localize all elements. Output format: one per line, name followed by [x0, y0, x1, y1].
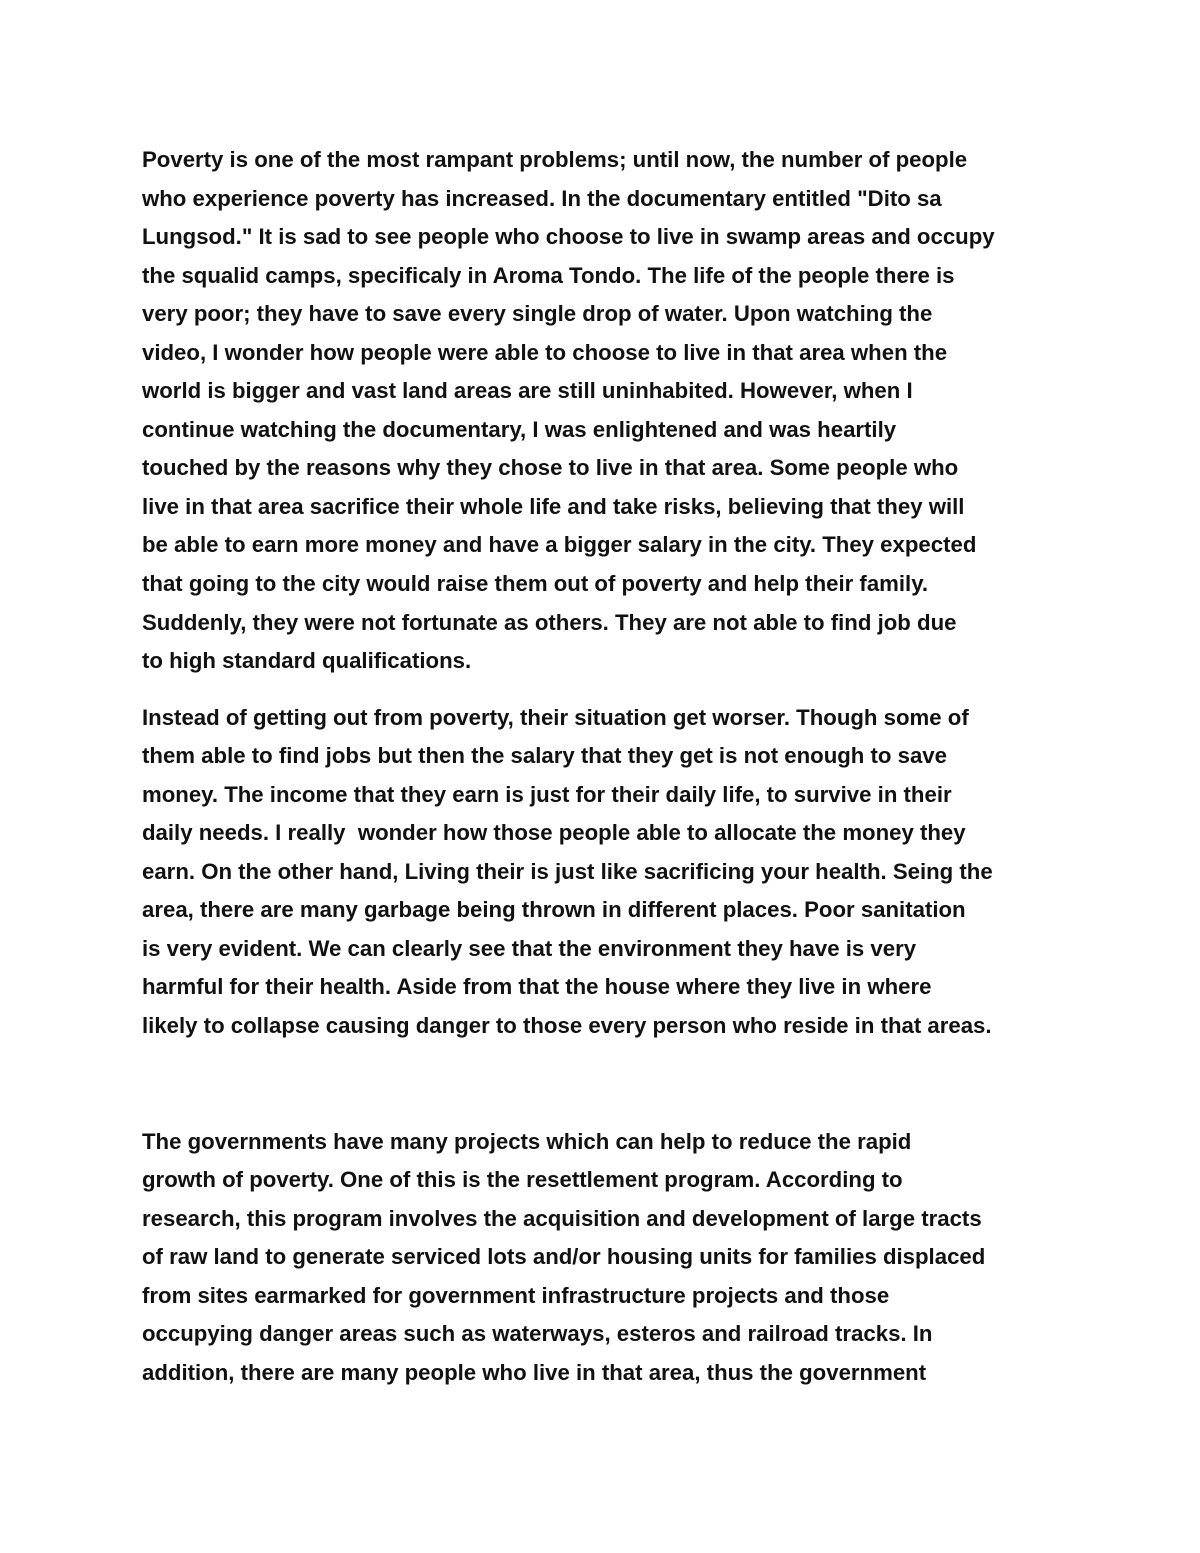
text-line: harmful for their health. Aside from that the house where they live in where	[142, 974, 932, 1000]
text-line: them able to find jobs but then the salary that they get is not enough to save	[142, 743, 947, 769]
text-line: occupying danger areas such as waterways, esteros and railroad tracks. In	[142, 1321, 933, 1347]
text-line: is very evident. We can clearly see that the environment they have is very	[142, 935, 917, 961]
text-line: of raw land to generate serviced lots and/or housing units for families displaced	[142, 1244, 986, 1270]
text-line: Lungsod." It is sad to see people who choose to live in swamp areas and occupy	[142, 224, 995, 250]
paragraph-poverty-intro	[142, 141, 1062, 681]
text-line: that going to the city would raise them out of poverty and help their family.	[142, 571, 929, 597]
text-line: continue watching the documentary, I was enlightened and was heartily	[142, 416, 897, 442]
text-line: live in that area sacrifice their whole life and take risks, believing that they will	[142, 493, 965, 519]
text-line: be able to earn more money and have a bigger salary in the city. They expected	[142, 532, 977, 558]
text-line: to high standard qualifications.	[142, 648, 472, 674]
text-line: very poor; they have to save every single drop of water. Upon watching the	[142, 301, 933, 327]
text-line: Suddenly, they were not fortunate as others. They are not able to find job due	[142, 609, 957, 635]
text-line: daily needs. I really wonder how those people able to allocate the money they	[142, 820, 966, 846]
paragraph-government-projects	[142, 1123, 1062, 1393]
paragraph-living-conditions	[142, 699, 1062, 1046]
text-line: the squalid camps, specificaly in Aroma Tondo. The life of the people there is	[142, 262, 955, 288]
text-line: addition, there are many people who live in that area, thus the government	[142, 1359, 927, 1385]
text-line: likely to collapse causing danger to those every person who reside in that areas.	[142, 1013, 992, 1039]
text-line: world is bigger and vast land areas are still uninhabited. However, when I	[142, 378, 913, 404]
text-line: area, there are many garbage being thrown in different places. Poor sanitation	[142, 897, 966, 923]
text-line: who experience poverty has increased. In the documentary entitled "Dito sa	[142, 185, 942, 211]
text-line: touched by the reasons why they chose to live in that area. Some people who	[142, 455, 959, 481]
text-line: Poverty is one of the most rampant problems; until now, the number of people	[142, 147, 968, 172]
document-body	[142, 141, 1062, 1392]
text-line: Instead of getting out from poverty, their situation get worser. Though some of	[142, 704, 969, 730]
text-line: The governments have many projects which can help to reduce the rapid	[142, 1128, 912, 1154]
text-line: growth of poverty. One of this is the resettlement program. According to	[142, 1167, 903, 1193]
text-line: video, I wonder how people were able to choose to live in that area when the	[142, 339, 948, 365]
text-line: money. The income that they earn is just for their daily life, to survive in their	[142, 781, 952, 807]
text-line: research, this program involves the acquisition and development of large tracts	[142, 1205, 982, 1231]
text-line: from sites earmarked for government infrastructure projects and those	[142, 1282, 890, 1308]
text-line: earn. On the other hand, Living their is just like sacrificing your health. Seing the	[142, 858, 993, 884]
